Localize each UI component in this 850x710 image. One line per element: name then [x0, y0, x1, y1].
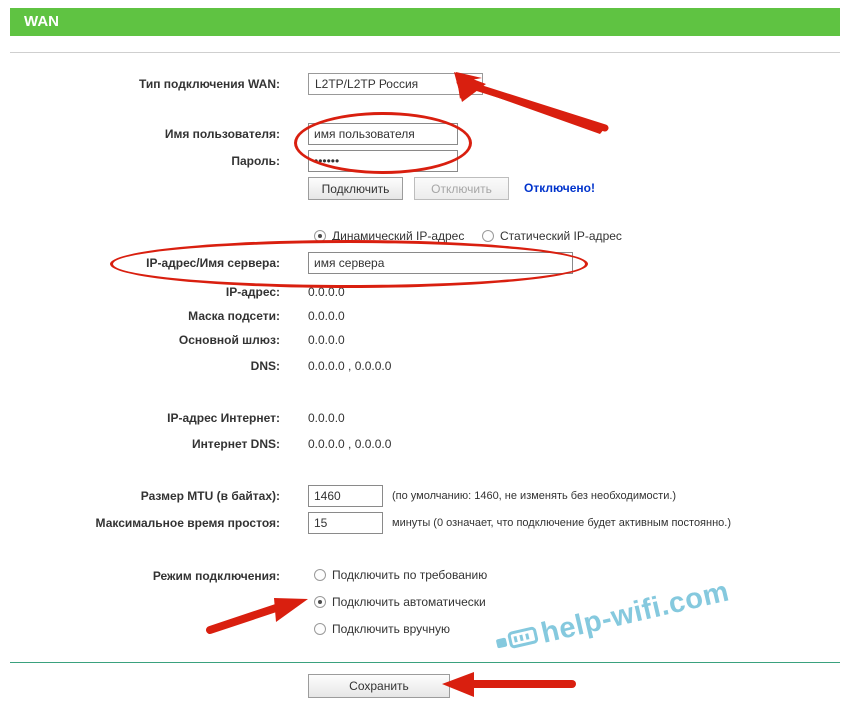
page-title: WAN	[10, 8, 840, 36]
header-divider	[10, 52, 840, 53]
connect-manually-label: Подключить вручную	[332, 622, 450, 636]
connect-manually-radio-dot	[314, 623, 326, 635]
password-input[interactable]	[308, 150, 458, 172]
max-idle-hint: минуты (0 означает, что подключение будет активным постоянно.)	[392, 517, 732, 529]
dynamic-ip-radio[interactable]	[314, 228, 464, 244]
ip-address-label: IP-адрес:	[225, 285, 280, 299]
connect-automatically-radio-dot	[314, 596, 326, 608]
connect-button[interactable]: Подключить	[308, 177, 403, 200]
dynamic-ip-radio-dot	[314, 230, 326, 242]
static-ip-radio-dot	[482, 230, 494, 242]
connect-manually-radio[interactable]	[314, 621, 450, 637]
mtu-label: Размер MTU (в байтах):	[140, 489, 280, 503]
wifi-logo-icon	[492, 621, 543, 657]
gateway-value: 0.0.0.0	[308, 333, 345, 347]
subnet-mask-value: 0.0.0.0	[308, 309, 345, 323]
server-ip-label: IP-адрес/Имя сервера:	[146, 256, 280, 270]
watermark-text: help-wifi.com	[538, 575, 733, 650]
internet-dns-label: Интернет DNS:	[191, 437, 280, 451]
username-label: Имя пользователя:	[164, 127, 280, 141]
gateway-label: Основной шлюз:	[178, 333, 280, 347]
footer-divider	[10, 662, 840, 663]
username-input[interactable]	[308, 123, 458, 145]
wan-type-select[interactable]	[308, 73, 483, 95]
connect-automatically-label: Подключить автоматически	[332, 595, 486, 609]
watermark	[482, 514, 828, 695]
connect-on-demand-label: Подключить по требованию	[332, 568, 488, 582]
connection-mode-label: Режим подключения:	[152, 569, 280, 583]
internet-dns-value: 0.0.0.0 , 0.0.0.0	[308, 437, 392, 451]
mtu-hint: (по умолчанию: 1460, не изменять без необходимости.)	[392, 490, 677, 502]
max-idle-input[interactable]	[308, 512, 383, 534]
disconnect-button[interactable]: Отключить	[414, 177, 509, 200]
connect-automatically-radio[interactable]	[314, 594, 486, 610]
max-idle-label: Максимальное время простоя:	[95, 516, 280, 530]
subnet-mask-label: Маска подсети:	[188, 309, 280, 323]
connect-on-demand-radio-dot	[314, 569, 326, 581]
static-ip-label: Статический IP-адрес	[500, 229, 622, 243]
dns-label: DNS:	[250, 359, 280, 373]
dynamic-ip-label: Динамический IP-адрес	[332, 229, 465, 243]
ip-address-value: 0.0.0.0	[308, 285, 345, 299]
dns-value: 0.0.0.0 , 0.0.0.0	[308, 359, 392, 373]
connection-status: Отключено!	[524, 181, 595, 195]
annotation-arrow-auto-mode	[200, 588, 320, 638]
mtu-input[interactable]	[308, 485, 383, 507]
static-ip-radio[interactable]	[482, 228, 622, 244]
connect-on-demand-radio[interactable]	[314, 567, 487, 583]
save-button[interactable]: Сохранить	[308, 674, 450, 698]
password-label: Пароль:	[231, 154, 280, 168]
internet-ip-label: IP-адрес Интернет:	[167, 411, 280, 425]
wan-type-label: Тип подключения WAN:	[138, 77, 280, 91]
internet-ip-value: 0.0.0.0	[308, 411, 345, 425]
server-ip-input[interactable]	[308, 252, 573, 274]
